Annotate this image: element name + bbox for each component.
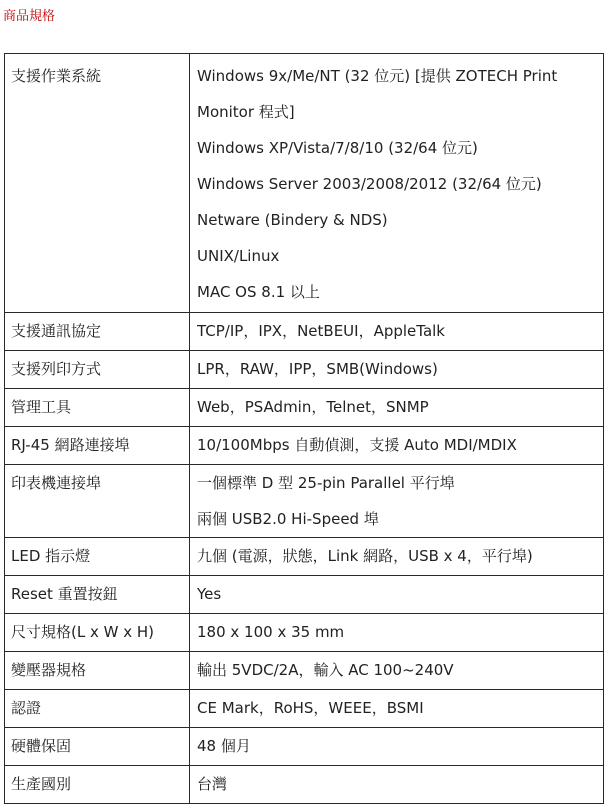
spec-row-protocol [5,313,604,351]
spec-label: 認證 [5,690,190,728]
spec-label: 支援通訊協定 [5,313,190,351]
spec-value [190,389,604,427]
spec-row-warranty [5,728,604,766]
spec-table [4,53,604,804]
spec-label: RJ-45 網路連接埠 [5,427,190,465]
spec-row-origin [5,766,604,804]
spec-row-reset [5,576,604,614]
spec-value [190,766,604,804]
spec-value-line: Web，PSAdmin，Telnet，SNMP [197,398,429,416]
spec-label: 硬體保固 [5,728,190,766]
spec-row-print-method [5,351,604,389]
spec-value-line: 九個 (電源，狀態，Link 網路，USB x 4，平行埠) [197,547,533,565]
spec-value-line: LPR，RAW，IPP，SMB(Windows) [197,360,438,378]
spec-label: 管理工具 [5,389,190,427]
spec-value [190,690,604,728]
spec-value [190,54,604,313]
spec-value-line: 輸出 5VDC/2A，輸入 AC 100~240V [197,661,454,679]
spec-value-line: Windows Server 2003/2008/2012 (32/64 位元) [197,175,542,193]
spec-row-management [5,389,604,427]
spec-label: 變壓器規格 [5,652,190,690]
spec-row-led [5,538,604,576]
spec-value-line: 兩個 USB2.0 Hi-Speed 埠 [197,510,379,528]
spec-value-line: 台灣 [197,775,228,793]
spec-label: 尺寸規格(L x W x H) [5,614,190,652]
spec-row-certification [5,690,604,728]
spec-value-line: Yes [197,585,222,603]
spec-row-adapter [5,652,604,690]
spec-label: 印表機連接埠 [5,465,190,538]
spec-value [190,427,604,465]
spec-label: 支援作業系統 [5,54,190,313]
spec-value [190,465,604,538]
spec-value [190,538,604,576]
spec-row-os [5,54,604,313]
spec-value-line: 一個標準 D 型 25-pin Parallel 平行埠 [197,474,455,492]
spec-value [190,351,604,389]
spec-value-line: Monitor 程式] [197,103,295,121]
spec-value-line: MAC OS 8.1 以上 [197,283,320,301]
spec-value [190,313,604,351]
spec-row-dimensions [5,614,604,652]
spec-label: 生產國別 [5,766,190,804]
spec-value-line: 180 x 100 x 35 mm [197,623,345,641]
page-title: 商品規格 [3,9,56,24]
spec-value-line: UNIX/Linux [197,247,280,265]
spec-label: LED 指示燈 [5,538,190,576]
spec-value-line: TCP/IP，IPX，NetBEUI，AppleTalk [197,322,445,340]
spec-value-line: 48 個月 [197,737,251,755]
spec-value [190,614,604,652]
spec-value-line: Windows XP/Vista/7/8/10 (32/64 位元) [197,139,478,157]
spec-row-rj45 [5,427,604,465]
spec-value-line: Netware (Bindery & NDS) [197,211,388,229]
spec-label: 支援列印方式 [5,351,190,389]
spec-value [190,728,604,766]
spec-value-line: Windows 9x/Me/NT (32 位元) [提供 ZOTECH Print [197,67,558,85]
spec-value-line: 10/100Mbps 自動偵測，支援 Auto MDI/MDIX [197,436,517,454]
spec-value [190,576,604,614]
spec-value-line: CE Mark，RoHS，WEEE，BSMI [197,699,424,717]
spec-value [190,652,604,690]
spec-row-printer-port [5,465,604,538]
spec-label: Reset 重置按鈕 [5,576,190,614]
